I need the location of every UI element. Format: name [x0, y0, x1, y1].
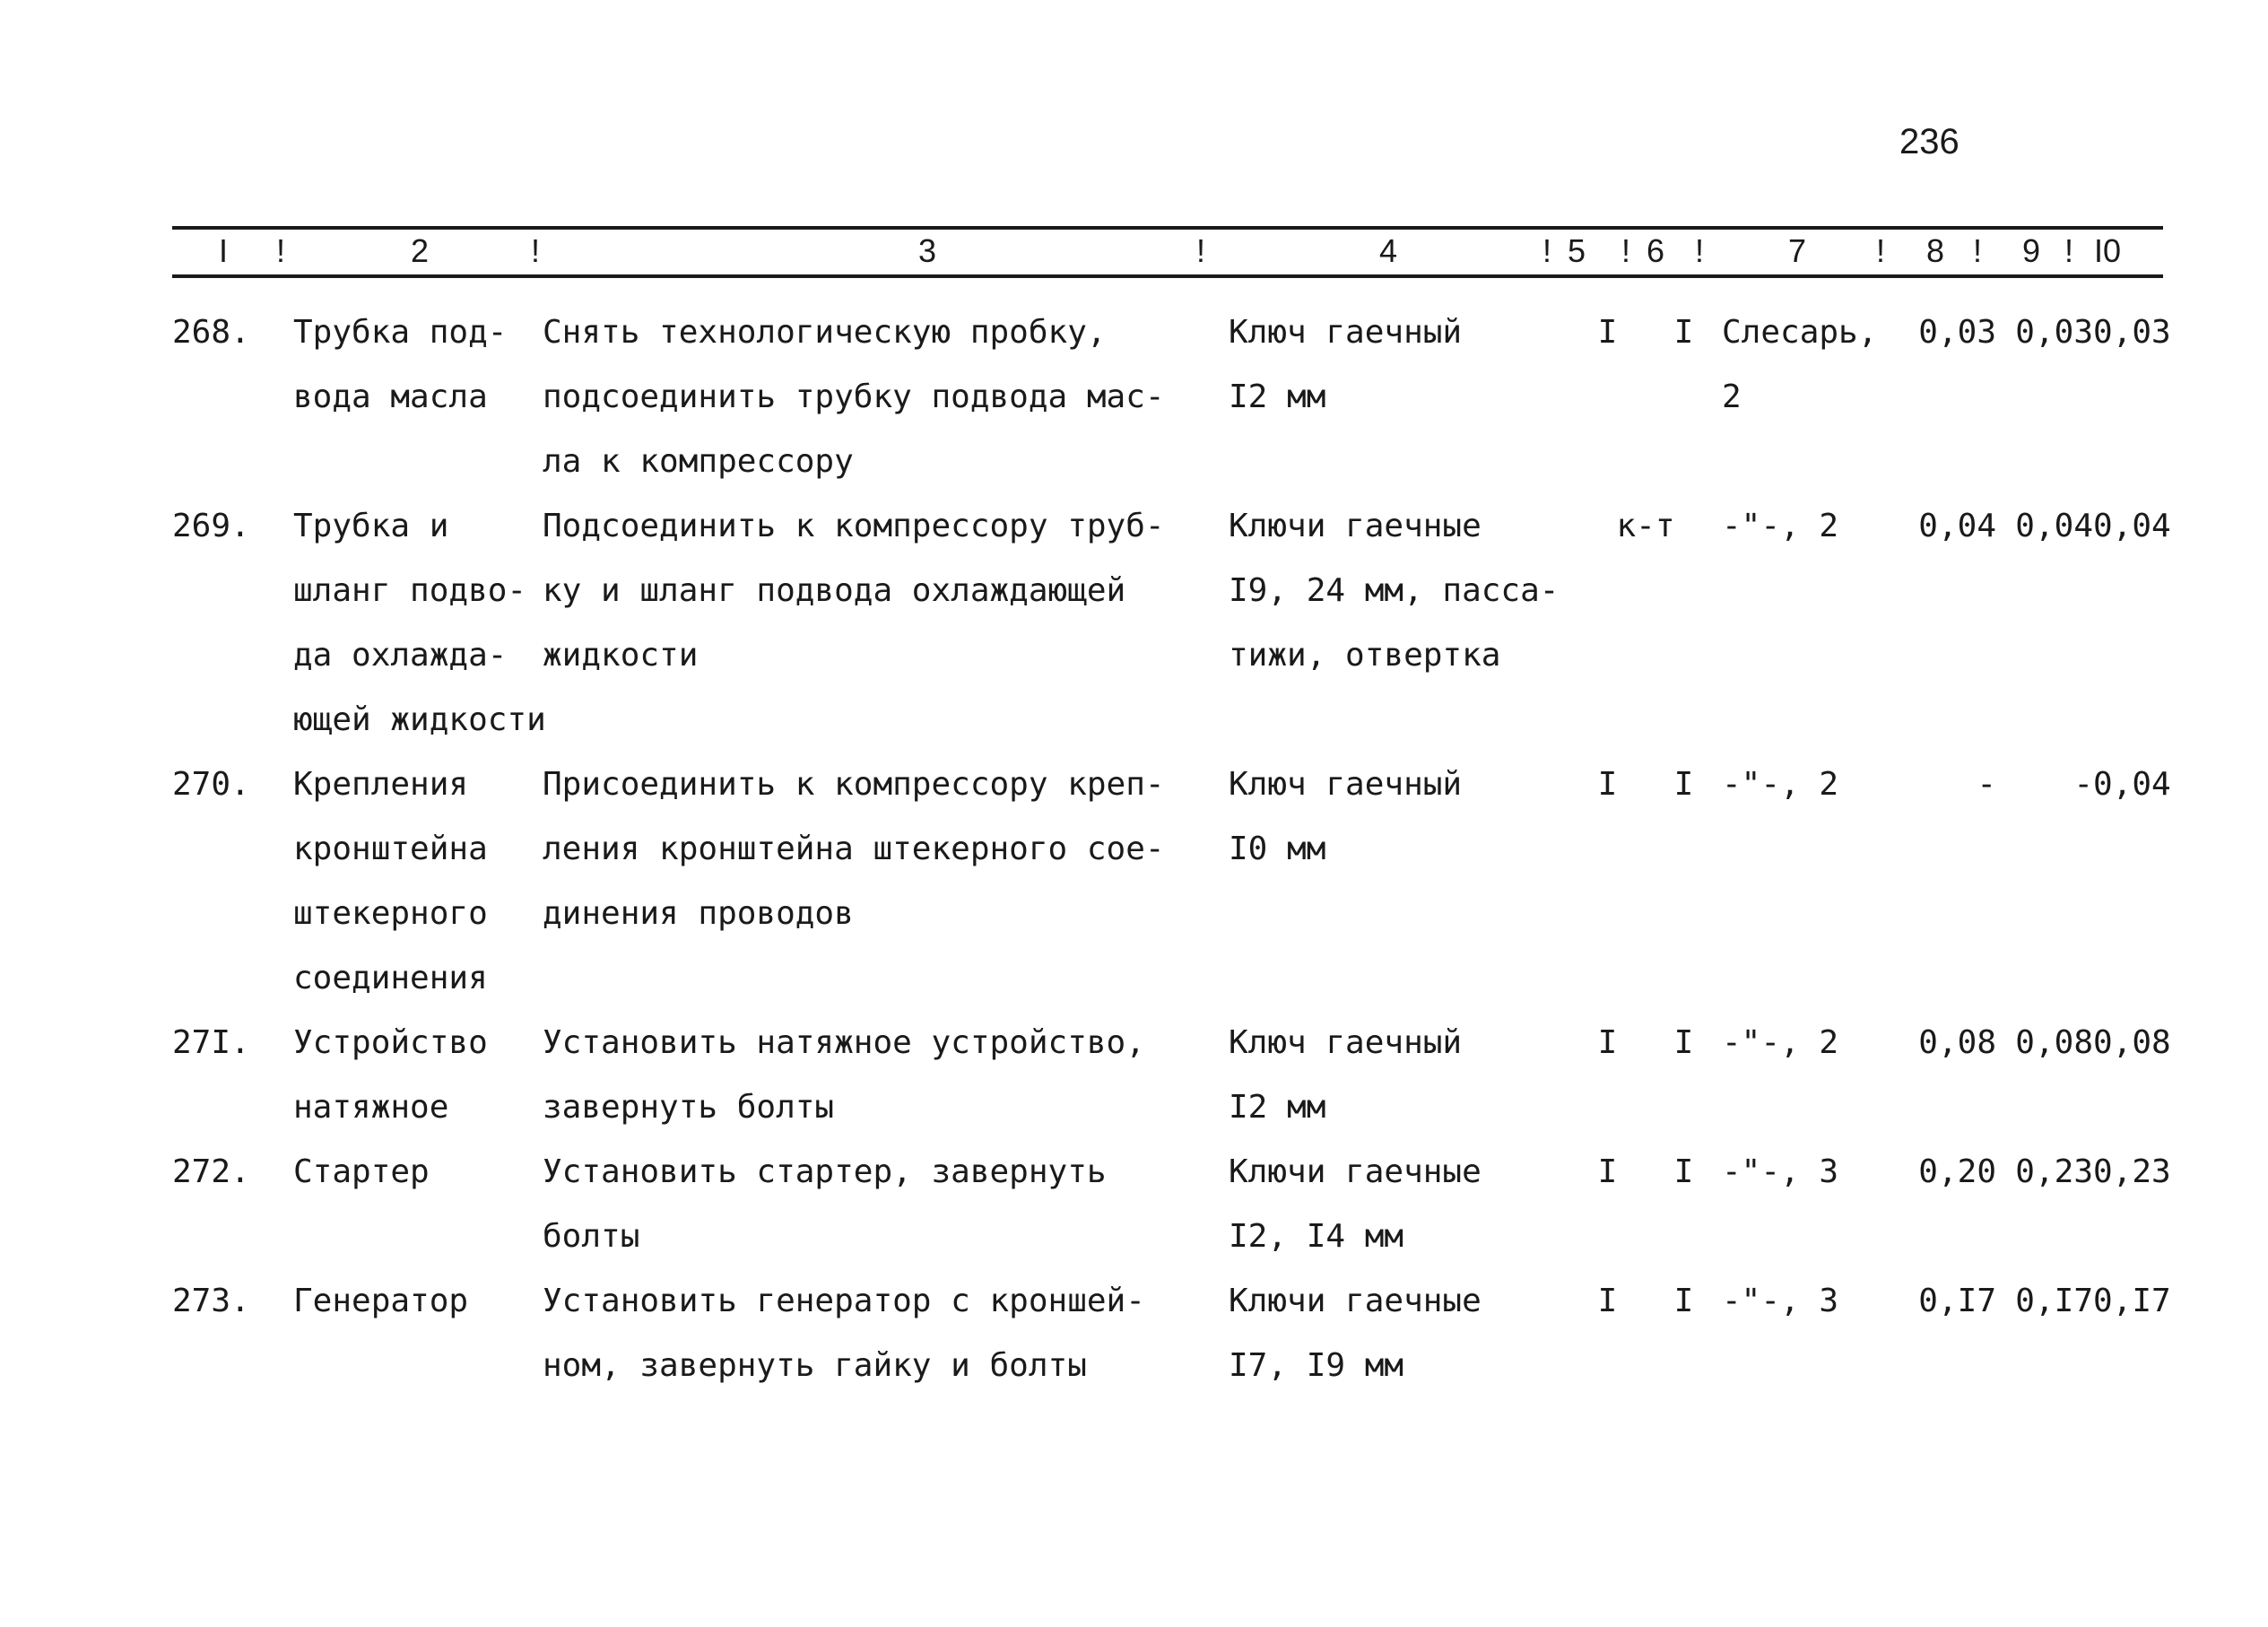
header-top-rule [172, 226, 2163, 230]
col6-value: I [1673, 1024, 1694, 1061]
header-col-7: 7 [1788, 232, 1807, 269]
tool-line: тижи, отвертка [1229, 637, 1501, 674]
time-col8: - [1977, 766, 1996, 803]
time-col9: 0,03 [2015, 314, 2093, 351]
worker-grade [1722, 1140, 1899, 1269]
part-name-line: шланг подво- [293, 572, 527, 609]
operation-line: ла к компрессору [543, 443, 854, 480]
page-number: 236 [1899, 122, 1960, 161]
col5-value: I [1597, 1024, 1618, 1061]
row-number: 27I. [172, 1024, 250, 1061]
tool-text [1229, 300, 1569, 494]
part-name-line: да охлажда- [293, 637, 508, 674]
operation-line: Установить стартер, завернуть [543, 1153, 1107, 1190]
part-name [293, 494, 546, 753]
col5-value: I [1597, 314, 1618, 351]
worker-grade [1722, 1011, 1899, 1140]
operation-text [543, 494, 1229, 753]
operation-line: динения проводов [543, 895, 854, 932]
tool-line: I0 мм [1229, 831, 1326, 867]
row-number: 270. [172, 766, 250, 803]
tool-line: Ключ гаечный [1229, 766, 1463, 803]
tool-line: Ключи гаечные [1229, 1283, 1482, 1319]
tool-text [1229, 1269, 1569, 1398]
header-col-1: I [219, 232, 229, 269]
part-name-line: соединения [293, 960, 488, 996]
worker-grade-line: -"-, 3 [1722, 1283, 1839, 1319]
worker-grade-line: 2 [1722, 378, 1742, 415]
worker-grade [1722, 1269, 1899, 1398]
header-separator: ! [1196, 232, 1206, 269]
worker-grade-line: -"-, 3 [1722, 1153, 1839, 1190]
time-col9: - [2073, 766, 2093, 803]
table-row [172, 1269, 2168, 1398]
tool-line: Ключи гаечные [1229, 508, 1482, 544]
header-separator: ! [1876, 232, 1886, 269]
header-separator: ! [531, 232, 541, 269]
part-name-line: Трубка и [293, 508, 449, 544]
part-name-line: Генератор [293, 1283, 469, 1319]
part-name [293, 1011, 543, 1140]
operation-line: Подсоединить к компрессору труб- [543, 508, 1165, 544]
part-name-line: вода масла [293, 378, 488, 415]
part-name-line: ющей жидкости [293, 701, 546, 738]
tool-line: I2 мм [1229, 1089, 1326, 1126]
header-separator: ! [1695, 232, 1705, 269]
part-name-line: штекерного [293, 895, 488, 932]
time-col10: 0,04 [2093, 508, 2171, 544]
worker-grade-line: -"-, 2 [1722, 508, 1839, 544]
time-col8: 0,08 [1918, 1024, 1996, 1061]
col6-value: I [1673, 1283, 1694, 1319]
time-col10: 0,04 [2093, 766, 2171, 803]
header-separator: ! [1973, 232, 1983, 269]
header-separator: ! [2064, 232, 2074, 269]
tool-text [1229, 1011, 1569, 1140]
operation-text [543, 1140, 1229, 1269]
time-col10: 0,03 [2093, 314, 2171, 351]
tool-text [1229, 1140, 1569, 1269]
table-row [172, 300, 2168, 494]
operation-text [543, 300, 1229, 494]
header-separator: ! [1621, 232, 1631, 269]
header-col-3: 3 [918, 232, 937, 269]
operation-line: Установить генератор с кроншей- [543, 1283, 1145, 1319]
header-col-9: 9 [2022, 232, 2041, 269]
part-name [293, 300, 543, 494]
tool-line: Ключ гаечный [1229, 1024, 1463, 1061]
part-name [293, 1269, 543, 1398]
operation-line: завернуть болты [543, 1089, 835, 1126]
operation-line: ления кронштейна штекерного сое- [543, 831, 1165, 867]
operation-line: Присоединить к компрессору креп- [543, 766, 1165, 803]
part-name-line: Трубка под- [293, 314, 508, 351]
header-separator: ! [1542, 232, 1552, 269]
tool-line: I9, 24 мм, пасса- [1229, 572, 1560, 609]
operation-line: Снять технологическую пробку, [543, 314, 1107, 351]
operations-table [172, 300, 2171, 1398]
operation-text [543, 1011, 1229, 1140]
time-col8: 0,I7 [1918, 1283, 1996, 1319]
header-col-6: 6 [1647, 232, 1665, 269]
worker-grade [1722, 494, 1899, 753]
time-col10: 0,23 [2093, 1153, 2171, 1190]
table-row [172, 494, 2168, 753]
time-col9: 0,I7 [2015, 1283, 2093, 1319]
header-col-4: 4 [1379, 232, 1398, 269]
part-name [293, 753, 543, 1011]
operation-text [543, 753, 1229, 1011]
row-number: 273. [172, 1283, 250, 1319]
col5-6-value: к-т [1616, 508, 1675, 544]
time-col8: 0,04 [1918, 508, 1996, 544]
header-bottom-rule [172, 274, 2163, 278]
col6-value: I [1673, 766, 1694, 803]
part-name-line: Устройство [293, 1024, 488, 1061]
operation-line: болты [543, 1218, 640, 1255]
time-col8: 0,20 [1918, 1153, 1996, 1190]
col5-value: I [1597, 1283, 1618, 1319]
time-col10: 0,08 [2093, 1024, 2171, 1061]
col6-value: I [1673, 1153, 1694, 1190]
header-col-2: 2 [411, 232, 430, 269]
header-col-5: 5 [1568, 232, 1586, 269]
row-number: 268. [172, 314, 250, 351]
worker-grade [1722, 753, 1899, 1011]
table-row [172, 1140, 2168, 1269]
tool-line: I2, I4 мм [1229, 1218, 1404, 1255]
part-name [293, 1140, 543, 1269]
row-number: 272. [172, 1153, 250, 1190]
row-number: 269. [172, 508, 250, 544]
time-col9: 0,23 [2015, 1153, 2093, 1190]
table-row [172, 1011, 2168, 1140]
time-col8: 0,03 [1918, 314, 1996, 351]
operation-line: Установить натяжное устройство, [543, 1024, 1145, 1061]
operation-text [543, 1269, 1229, 1398]
tool-line: I7, I9 мм [1229, 1347, 1404, 1384]
col5-value: I [1597, 766, 1618, 803]
tool-line: Ключи гаечные [1229, 1153, 1482, 1190]
tool-line: I2 мм [1229, 378, 1326, 415]
part-name-line: кронштейна [293, 831, 488, 867]
operation-line: подсоединить трубку подвода мас- [543, 378, 1165, 415]
part-name-line: Крепления [293, 766, 469, 803]
operation-line: ном, завернуть гайку и болты [543, 1347, 1087, 1384]
operation-line: ку и шланг подвода охлаждающей [543, 572, 1126, 609]
table-row [172, 753, 2168, 1011]
part-name-line: Стартер [293, 1153, 430, 1190]
header-col-8: 8 [1926, 232, 1945, 269]
header-col-10: I0 [2094, 232, 2122, 269]
worker-grade-line: -"-, 2 [1722, 1024, 1839, 1061]
worker-grade [1722, 300, 1899, 494]
tool-line: Ключ гаечный [1229, 314, 1463, 351]
col6-value: I [1673, 314, 1694, 351]
tool-text [1229, 753, 1569, 1011]
time-col9: 0,04 [2015, 508, 2093, 544]
worker-grade-line: Слесарь, [1722, 314, 1878, 351]
part-name-line: натяжное [293, 1089, 449, 1126]
col5-value: I [1597, 1153, 1618, 1190]
tool-text [1229, 494, 1569, 753]
operation-line: жидкости [543, 637, 699, 674]
time-col9: 0,08 [2015, 1024, 2093, 1061]
worker-grade-line: -"-, 2 [1722, 766, 1839, 803]
header-separator: ! [276, 232, 286, 269]
time-col10: 0,I7 [2093, 1283, 2171, 1319]
